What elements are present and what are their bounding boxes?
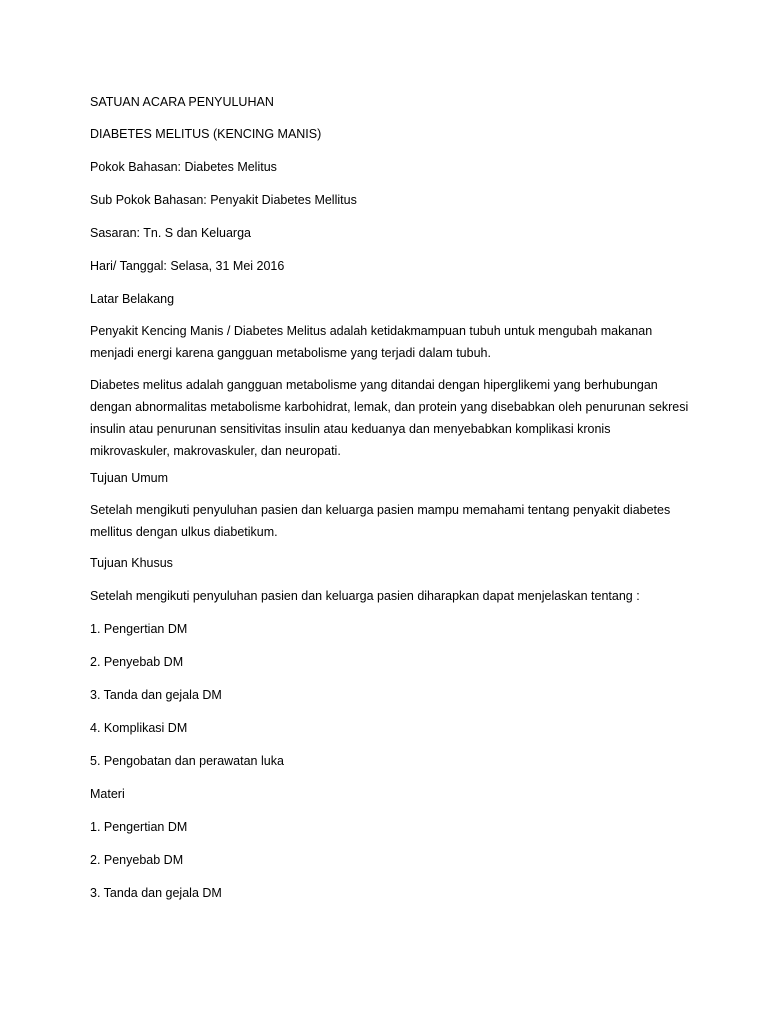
document-subtitle: DIABETES MELITUS (KENCING MANIS)	[90, 127, 322, 141]
latar-paragraph-1: Penyakit Kencing Manis / Diabetes Melitus adalah ketidakmampuan tubuh untuk mengubah makanan menjadi energi karena gangguan metabolisme yang terjadi dalam tubuh.	[90, 324, 653, 360]
list-item: 1. Pengertian DM	[90, 820, 188, 834]
list-item: 4. Komplikasi DM	[90, 721, 188, 735]
hari-tanggal: Hari/ Tanggal: Selasa, 31 Mei 2016	[90, 259, 285, 273]
list-item: 1. Pengertian DM	[90, 622, 188, 636]
latar-paragraph-2: Diabetes melitus adalah gangguan metabolisme yang ditandai dengan hiperglikemi yang berhubungan dengan abnormalitas metabolisme karbohidrat, lemak, dan protein yang disebabkan oleh penurunan sekresi insulin atau penurunan sensitivitas insulin atau keduanya dan menyebabkan komplikasi kronis mikrovaskuler, makrovaskuler, dan neuropati.	[90, 378, 689, 458]
document-title: SATUAN ACARA PENYULUHAN	[90, 95, 274, 109]
tujuan-khusus-heading: Tujuan Khusus	[90, 556, 173, 570]
sasaran: Sasaran: Tn. S dan Keluarga	[90, 226, 251, 240]
tujuan-khusus-paragraph: Setelah mengikuti penyuluhan pasien dan keluarga pasien diharapkan dapat menjelaskan tentang :	[90, 589, 640, 603]
list-item: 3. Tanda dan gejala DM	[90, 886, 222, 900]
tujuan-umum-heading: Tujuan Umum	[90, 471, 169, 485]
list-item: 2. Penyebab DM	[90, 655, 184, 669]
list-item: 3. Tanda dan gejala DM	[90, 688, 222, 702]
pokok-bahasan: Pokok Bahasan: Diabetes Melitus	[90, 160, 277, 174]
materi-heading: Materi	[90, 787, 125, 801]
sub-pokok-bahasan: Sub Pokok Bahasan: Penyakit Diabetes Mellitus	[90, 193, 357, 207]
list-item: 5. Pengobatan dan perawatan luka	[90, 754, 284, 768]
list-item: 2. Penyebab DM	[90, 853, 184, 867]
latar-belakang-heading: Latar Belakang	[90, 292, 175, 306]
tujuan-umum-paragraph: Setelah mengikuti penyuluhan pasien dan keluarga pasien mampu memahami tentang penyakit diabetes mellitus dengan ulkus diabetikum.	[90, 503, 671, 539]
